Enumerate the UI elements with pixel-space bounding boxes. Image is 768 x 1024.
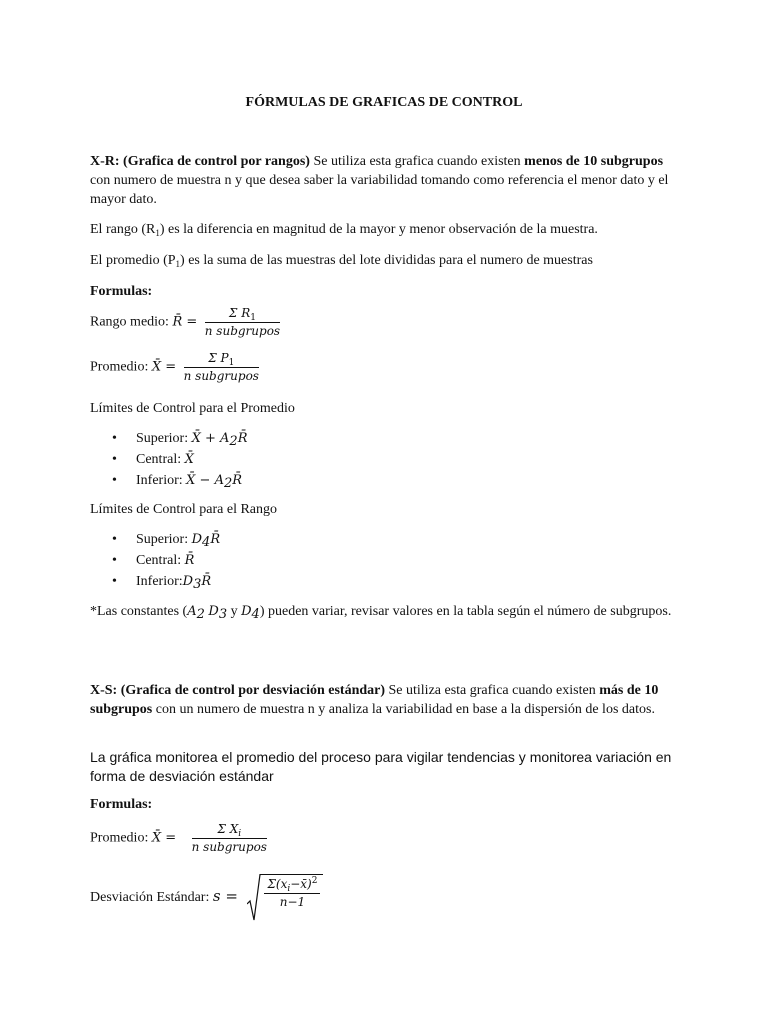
sqrt-sign xyxy=(247,874,323,922)
promedio-num: Σ P xyxy=(208,351,229,365)
xs-formulas-label xyxy=(90,795,680,814)
rango-medio-num-sub: 1 xyxy=(250,313,256,323)
desv-lhs: s = xyxy=(212,887,238,906)
xr-intro-text-b: con numero de muestra n y que desea saber la variabilidad tomando como referencia el menor dato y el mayor dato. xyxy=(90,173,669,207)
note-const-a-sub: 2 xyxy=(196,607,205,622)
xs-intro-paragraph xyxy=(90,681,680,719)
list-item xyxy=(112,449,248,470)
list-item xyxy=(112,428,248,449)
rango-text-b: ) es la diferencia en magnitud de la mayor y menor observación de la muestra. xyxy=(159,222,598,237)
limit-expr-b: R̄ xyxy=(232,473,243,488)
limit-expr-a: X̄ + A xyxy=(191,431,230,446)
xr-intro-bold: menos de 10 subgrupos xyxy=(524,154,664,169)
limits-rango-list xyxy=(112,529,220,592)
rango-medio-label: Rango medio: xyxy=(90,314,169,330)
limit-label: Superior: xyxy=(136,431,189,446)
xs-promedio-formula xyxy=(90,822,680,855)
rango-sub: 1 xyxy=(155,228,160,238)
rango-medio-lhs: R̄ = xyxy=(172,314,198,330)
sqrt-radical-icon xyxy=(247,874,261,922)
limit-sub: 4 xyxy=(202,535,211,550)
desv-num-sub: i xyxy=(287,884,291,894)
prom-text-b: ) es la suma de las muestras del lote divididas para el numero de muestras xyxy=(180,253,593,268)
xr-heading: X-R: (Grafica de control por rangos) xyxy=(90,154,310,169)
limits-prom-label: Límites de Control para el Promedio xyxy=(90,401,295,416)
xr-intro-paragraph xyxy=(90,152,680,209)
limit-sub: 2 xyxy=(229,434,238,449)
limit-label: Central: xyxy=(136,553,182,568)
rango-medio-num: Σ R xyxy=(228,306,251,320)
promedio-label: Promedio: xyxy=(90,359,149,375)
xr-rango-paragraph xyxy=(90,220,680,239)
xs-promedio-fraction xyxy=(192,822,267,855)
xs-intro-bold: más de 10 subgrupos xyxy=(90,683,659,717)
limits-rango-label: Límites de Control para el Rango xyxy=(90,502,278,517)
limit-label: Inferior: xyxy=(136,473,183,488)
note-y: y xyxy=(227,604,242,619)
promedio-fraction xyxy=(184,351,259,384)
list-item xyxy=(112,529,220,550)
promedio-formula xyxy=(90,351,680,384)
desv-num-b: −x̄) xyxy=(290,877,312,891)
limit-expr-b: R̄ xyxy=(201,574,212,589)
desviacion-formula xyxy=(90,874,680,922)
prom-text-a: El promedio (P xyxy=(90,253,176,268)
note-text-b: ) pueden variar, revisar valores en la tabla según el número de subgrupos. xyxy=(259,604,672,619)
limit-expr-a: R̄ xyxy=(184,553,195,568)
xs-intro-text-b: con un numero de muestra n y analiza la variabilidad en base a la dispersión de los datos. xyxy=(152,702,655,717)
rango-text-a: El rango (R xyxy=(90,222,156,237)
limit-label: Central: xyxy=(136,452,182,467)
limit-expr-a: D xyxy=(182,574,194,589)
list-item xyxy=(112,470,248,491)
xr-promedio-paragraph xyxy=(90,251,680,270)
formulas-label: Formulas: xyxy=(90,797,153,812)
note-const-a: A xyxy=(187,604,197,619)
note-text-a: *Las constantes ( xyxy=(90,604,188,619)
promedio-num-sub: 1 xyxy=(228,358,235,368)
xs-heading: X-S: (Grafica de control por desviación estándar) xyxy=(90,683,386,698)
limit-expr-a: X̄ xyxy=(184,452,194,467)
limit-expr-b: R̄ xyxy=(237,431,248,446)
rango-medio-fraction xyxy=(205,306,280,339)
xs-promedio-lhs: X̄ = xyxy=(151,830,177,846)
desv-den: n−1 xyxy=(279,895,306,909)
limit-label: Inferior: xyxy=(136,574,183,589)
promedio-lhs: X̄ = xyxy=(151,359,177,375)
constants-note xyxy=(90,602,680,621)
limit-sub: 3 xyxy=(193,577,202,592)
xs-promedio-label: Promedio: xyxy=(90,830,149,846)
list-item xyxy=(112,550,220,571)
rango-medio-formula xyxy=(90,306,680,339)
xs-monitor-paragraph: La gráfica monitorea el promedio del proceso para vigilar tendencias y monitorea variación en forma de desviación estándar xyxy=(90,749,672,784)
rango-medio-den: n subgrupos xyxy=(204,324,281,338)
xs-promedio-den: n subgrupos xyxy=(191,840,267,854)
formulas-label: Formulas: xyxy=(90,284,153,299)
xs-promedio-num-sub: i xyxy=(238,829,242,839)
list-item xyxy=(112,571,220,592)
xr-formulas-label xyxy=(90,282,680,301)
xr-intro-text-a: Se utiliza esta grafica cuando existen xyxy=(309,154,525,169)
desv-num-sup: 2 xyxy=(311,876,318,886)
page-title: FÓRMULAS DE GRAFICAS DE CONTROL xyxy=(245,95,523,110)
note-const-d3: D xyxy=(208,604,219,619)
note-const-d4: D xyxy=(241,604,252,619)
xs-intro-text-a: Se utiliza esta grafica cuando existen xyxy=(385,683,600,698)
limit-label: Superior: xyxy=(136,532,189,547)
desv-fraction xyxy=(264,877,320,910)
desv-num-a: Σ(x xyxy=(267,877,288,891)
xs-promedio-num: Σ X xyxy=(217,822,239,836)
promedio-den: n subgrupos xyxy=(183,369,259,383)
limit-expr-b: R̄ xyxy=(210,532,221,547)
desv-label: Desviación Estándar: xyxy=(90,890,210,906)
limit-expr-a: D xyxy=(191,532,203,547)
limit-expr-a: X̄ − A xyxy=(186,473,224,488)
note-const-d4-sub: 4 xyxy=(251,607,260,622)
note-const-d3-sub: 3 xyxy=(218,607,228,622)
limit-sub: 2 xyxy=(223,476,233,491)
prom-sub: 1 xyxy=(175,259,181,269)
limits-prom-list xyxy=(112,428,248,491)
